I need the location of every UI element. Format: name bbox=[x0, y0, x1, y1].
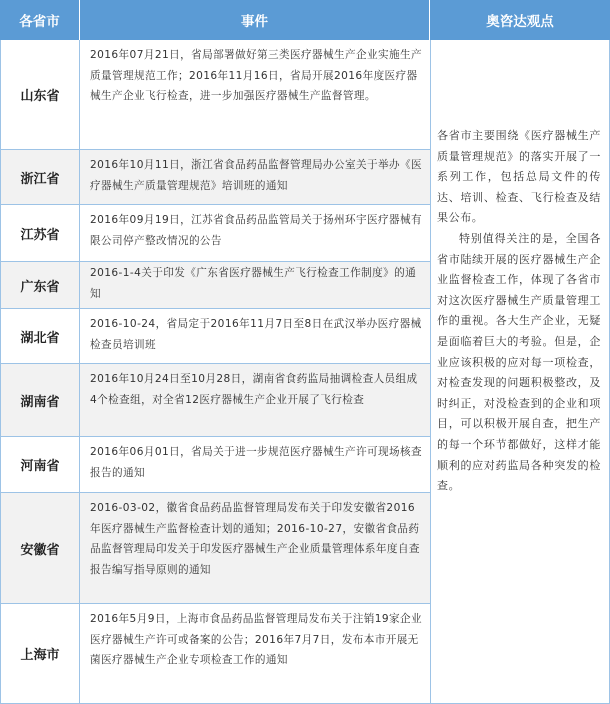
event-cell: 2016-03-02，徽省食品药品监督管理局发布关于印发安徽省2016年医疗器械生产监督检查计划的通知；2016-10-27，安徽省食品药品监督管理局印发关于印发医疗器械生产企业质量管理体系年度自查报告编写指导原则的通知 bbox=[90, 502, 420, 576]
province-cell: 山东省 bbox=[0, 40, 80, 149]
province-cell: 广东省 bbox=[0, 262, 80, 308]
province-cell: 湖北省 bbox=[0, 309, 80, 363]
table-row bbox=[0, 493, 430, 604]
table-row bbox=[0, 150, 430, 205]
table-row bbox=[0, 40, 430, 150]
event-cell: 2016年10月11日，浙江省食品药品监督管理局办公室关于举办《医疗器械生产质量管理规范》培训班的通知 bbox=[90, 159, 422, 192]
table-row bbox=[0, 205, 430, 262]
analysis-paragraph-2: 特别值得关注的是，全国各省市陆续开展的医疗器械生产企业监督检查工作，体现了各省市对这次医疗器械生产质量管理工作的重视。各大生产企业，无疑是面临着巨大的考验。但是，企业应该积极的应对每一项检查，对检查发现的问题积极整改，及时纠正，对没检查到的企业和项目，可以积极开展自查，把生产的每一个环节都做好，这样才能顺利的应对药监局各种突发的检查。 bbox=[437, 231, 601, 493]
table-row bbox=[0, 364, 430, 437]
province-cell: 安徽省 bbox=[0, 493, 80, 603]
event-cell: 2016年06月01日，省局关于进一步规范医疗器械生产许可现场核查报告的通知 bbox=[90, 446, 422, 479]
event-cell: 2016年10月24日至10月28日，湖南省食药监局抽调检查人员组成4个检查组，对全省12医疗器械生产企业开展了飞行检查 bbox=[90, 373, 418, 406]
event-cell: 2016年07月21日，省局部署做好第三类医疗器械生产企业实施生产质量管理规范工作；2016年11月16日，省局开展2016年度医疗器械生产企业飞行检查，进一步加强医疗器械生产监督管理。 bbox=[90, 49, 422, 103]
event-cell: 2016-10-24，省局定于2016年11月7日至8日在武汉举办医疗器械检查员培训班 bbox=[90, 318, 422, 351]
analysis-cell bbox=[430, 40, 610, 704]
table-row bbox=[0, 262, 430, 309]
header-event: 事件 bbox=[80, 0, 430, 40]
header-analysis: 奥咨达观点 bbox=[430, 0, 610, 40]
province-cell: 河南省 bbox=[0, 437, 80, 492]
province-cell: 湖南省 bbox=[0, 364, 80, 436]
event-cell: 2016年5月9日，上海市食品药品监督管理局发布关于注销19家企业医疗器械生产许可或备案的公告；2016年7月7日，发布本市开展无菌医疗器械生产企业专项检查工作的通知 bbox=[90, 613, 422, 667]
analysis-paragraph-1: 各省市主要围绕《医疗器械生产质量管理规范》的落实开展了一系列工作，包括总局文件的传达、培训、检查、飞行检查及结果公布。 bbox=[437, 129, 601, 225]
event-cell: 2016年09月19日，江苏省食品药品监管局关于扬州环宇医疗器械有限公司停产整改情况的公告 bbox=[90, 214, 422, 247]
province-cell: 江苏省 bbox=[0, 205, 80, 261]
province-cell: 浙江省 bbox=[0, 150, 80, 204]
header-province: 各省市 bbox=[0, 0, 80, 40]
event-cell: 2016-1-4关于印发《广东省医疗器械生产飞行检查工作制度》的通知 bbox=[90, 267, 417, 300]
province-cell: 上海市 bbox=[0, 604, 80, 703]
table-row bbox=[0, 437, 430, 493]
table-row bbox=[0, 604, 430, 704]
table-row bbox=[0, 309, 430, 364]
analysis-text bbox=[437, 126, 601, 497]
